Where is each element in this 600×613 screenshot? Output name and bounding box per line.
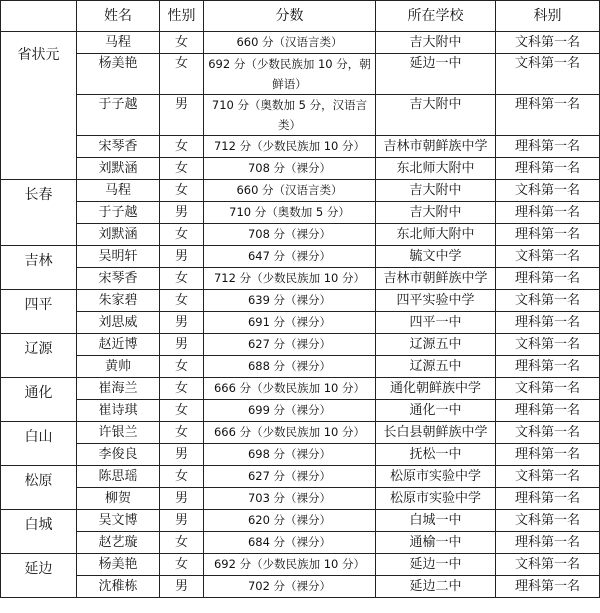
score-cell: 710 分（奥数加 5 分） [204, 202, 376, 224]
subject-rank-cell: 文科第一名 [496, 32, 600, 54]
student-name-cell: 沈稚栋 [77, 576, 160, 598]
score-cell: 712 分（少数民族加 10 分） [204, 268, 376, 290]
school-cell: 松原市实验中学 [376, 466, 496, 488]
table-row [1, 312, 600, 334]
table-row [1, 136, 600, 158]
subject-rank-cell: 理科第一名 [496, 488, 600, 510]
table-row [1, 334, 600, 356]
gender-cell: 女 [160, 268, 204, 290]
subject-rank-cell: 理科第一名 [496, 268, 600, 290]
gender-cell: 男 [160, 510, 204, 532]
table-row [1, 466, 600, 488]
table-row [1, 576, 600, 598]
header-subject: 科别 [496, 1, 600, 32]
gender-cell: 女 [160, 32, 204, 54]
subject-rank-cell: 文科第一名 [496, 466, 600, 488]
subject-rank-cell: 理科第一名 [496, 158, 600, 180]
gender-cell: 女 [160, 554, 204, 576]
gender-cell: 女 [160, 224, 204, 246]
student-name-cell: 崔海兰 [77, 378, 160, 400]
region-cell: 四平 [1, 290, 77, 334]
school-cell: 白城一中 [376, 510, 496, 532]
subject-rank-cell: 文科第一名 [496, 554, 600, 576]
header-name: 姓名 [77, 1, 160, 32]
gender-cell: 女 [160, 158, 204, 180]
region-cell: 白城 [1, 510, 77, 554]
gender-cell: 男 [160, 334, 204, 356]
gender-cell: 女 [160, 466, 204, 488]
score-cell: 666 分（少数民族加 10 分） [204, 422, 376, 444]
region-cell: 通化 [1, 378, 77, 422]
school-cell: 毓文中学 [376, 246, 496, 268]
school-cell: 吉林市朝鲜族中学 [376, 136, 496, 158]
gender-cell: 男 [160, 312, 204, 334]
header-school: 所在学校 [376, 1, 496, 32]
subject-rank-cell: 理科第一名 [496, 95, 600, 136]
student-name-cell: 宋琴香 [77, 268, 160, 290]
student-name-cell: 吴明轩 [77, 246, 160, 268]
school-cell: 通化朝鲜族中学 [376, 378, 496, 400]
region-cell: 吉林 [1, 246, 77, 290]
score-cell: 688 分（裸分） [204, 356, 376, 378]
school-cell: 吉林市朝鲜族中学 [376, 268, 496, 290]
subject-rank-cell: 文科第一名 [496, 180, 600, 202]
gender-cell: 女 [160, 54, 204, 95]
school-cell: 延边一中 [376, 554, 496, 576]
school-cell: 延边一中 [376, 54, 496, 95]
score-cell: 703 分（裸分） [204, 488, 376, 510]
gender-cell: 女 [160, 532, 204, 554]
student-name-cell: 赵近博 [77, 334, 160, 356]
gender-cell: 女 [160, 180, 204, 202]
subject-rank-cell: 理科第一名 [496, 312, 600, 334]
header-score: 分数 [204, 1, 376, 32]
subject-rank-cell: 文科第一名 [496, 334, 600, 356]
score-cell: 698 分（裸分） [204, 444, 376, 466]
table-row [1, 32, 600, 54]
table-row [1, 180, 600, 202]
score-cell: 639 分（裸分） [204, 290, 376, 312]
gender-cell: 男 [160, 576, 204, 598]
school-cell: 通榆一中 [376, 532, 496, 554]
subject-rank-cell: 理科第一名 [496, 400, 600, 422]
score-cell: 699 分（裸分） [204, 400, 376, 422]
gender-cell: 女 [160, 378, 204, 400]
subject-rank-cell: 文科第一名 [496, 378, 600, 400]
subject-rank-cell: 理科第一名 [496, 356, 600, 378]
student-name-cell: 黄帅 [77, 356, 160, 378]
table-row [1, 268, 600, 290]
table-body [1, 32, 600, 598]
student-name-cell: 于子越 [77, 202, 160, 224]
student-name-cell: 刘默涵 [77, 224, 160, 246]
student-name-cell: 赵艺璇 [77, 532, 160, 554]
school-cell: 抚松一中 [376, 444, 496, 466]
student-name-cell: 李俊良 [77, 444, 160, 466]
subject-rank-cell: 理科第一名 [496, 224, 600, 246]
score-cell: 708 分（裸分） [204, 224, 376, 246]
student-name-cell: 柳贺 [77, 488, 160, 510]
student-name-cell: 刘思威 [77, 312, 160, 334]
student-name-cell: 马程 [77, 180, 160, 202]
school-cell: 吉大附中 [376, 95, 496, 136]
subject-rank-cell: 文科第一名 [496, 290, 600, 312]
score-cell: 666 分（少数民族加 10 分） [204, 378, 376, 400]
score-cell: 660 分（汉语言类） [204, 180, 376, 202]
table-row [1, 488, 600, 510]
school-cell: 吉大附中 [376, 180, 496, 202]
table-row [1, 95, 600, 136]
score-cell: 627 分（裸分） [204, 466, 376, 488]
student-name-cell: 杨美艳 [77, 554, 160, 576]
school-cell: 长白县朝鲜族中学 [376, 422, 496, 444]
student-name-cell: 于子越 [77, 95, 160, 136]
table-row [1, 202, 600, 224]
gender-cell: 男 [160, 488, 204, 510]
table-row [1, 246, 600, 268]
score-cell: 647 分（裸分） [204, 246, 376, 268]
gender-cell: 男 [160, 202, 204, 224]
score-cell: 708 分（裸分） [204, 158, 376, 180]
gender-cell: 女 [160, 422, 204, 444]
subject-rank-cell: 文科第一名 [496, 510, 600, 532]
subject-rank-cell: 文科第一名 [496, 246, 600, 268]
student-name-cell: 吴文博 [77, 510, 160, 532]
score-cell: 692 分（少数民族加 10 分，朝鲜语） [204, 54, 376, 95]
gender-cell: 男 [160, 95, 204, 136]
score-cell: 620 分（裸分） [204, 510, 376, 532]
school-cell: 辽源五中 [376, 334, 496, 356]
header-region [1, 1, 77, 32]
score-cell: 712 分（少数民族加 10 分） [204, 136, 376, 158]
gender-cell: 女 [160, 290, 204, 312]
school-cell: 东北师大附中 [376, 158, 496, 180]
student-name-cell: 杨美艳 [77, 54, 160, 95]
score-cell: 627 分（裸分） [204, 334, 376, 356]
region-cell: 白山 [1, 422, 77, 466]
school-cell: 延边二中 [376, 576, 496, 598]
student-name-cell: 陈思瑶 [77, 466, 160, 488]
region-cell: 辽源 [1, 334, 77, 378]
table-row [1, 422, 600, 444]
table-row [1, 554, 600, 576]
subject-rank-cell: 理科第一名 [496, 136, 600, 158]
gender-cell: 男 [160, 444, 204, 466]
student-name-cell: 朱家碧 [77, 290, 160, 312]
score-cell: 710 分（奥数加 5 分，汉语言类） [204, 95, 376, 136]
gender-cell: 女 [160, 136, 204, 158]
score-cell: 702 分（裸分） [204, 576, 376, 598]
table-row [1, 400, 600, 422]
student-name-cell: 刘默涵 [77, 158, 160, 180]
school-cell: 四平实验中学 [376, 290, 496, 312]
gender-cell: 女 [160, 400, 204, 422]
table-row [1, 532, 600, 554]
subject-rank-cell: 理科第一名 [496, 532, 600, 554]
score-cell: 660 分（汉语言类） [204, 32, 376, 54]
student-name-cell: 崔诗琪 [77, 400, 160, 422]
school-cell: 东北师大附中 [376, 224, 496, 246]
region-cell: 延边 [1, 554, 77, 598]
table-row [1, 510, 600, 532]
header-row [1, 1, 600, 32]
school-cell: 辽源五中 [376, 356, 496, 378]
student-name-cell: 马程 [77, 32, 160, 54]
gender-cell: 女 [160, 356, 204, 378]
gender-cell: 男 [160, 246, 204, 268]
table-row [1, 378, 600, 400]
table-row [1, 224, 600, 246]
subject-rank-cell: 理科第一名 [496, 444, 600, 466]
student-name-cell: 宋琴香 [77, 136, 160, 158]
table-row [1, 290, 600, 312]
school-cell: 四平一中 [376, 312, 496, 334]
region-cell: 松原 [1, 466, 77, 510]
header-gender: 性别 [160, 1, 204, 32]
subject-rank-cell: 理科第一名 [496, 202, 600, 224]
subject-rank-cell: 理科第一名 [496, 576, 600, 598]
subject-rank-cell: 文科第一名 [496, 54, 600, 95]
subject-rank-cell: 文科第一名 [496, 422, 600, 444]
table-row [1, 54, 600, 95]
school-cell: 吉大附中 [376, 202, 496, 224]
school-cell: 通化一中 [376, 400, 496, 422]
score-cell: 692 分（少数民族加 10 分） [204, 554, 376, 576]
score-cell: 684 分（裸分） [204, 532, 376, 554]
table-row [1, 356, 600, 378]
school-cell: 吉大附中 [376, 32, 496, 54]
table-row [1, 444, 600, 466]
region-cell: 省状元 [1, 32, 77, 180]
score-cell: 691 分（裸分） [204, 312, 376, 334]
student-name-cell: 许银兰 [77, 422, 160, 444]
table-row [1, 158, 600, 180]
school-cell: 松原市实验中学 [376, 488, 496, 510]
region-cell: 长春 [1, 180, 77, 246]
